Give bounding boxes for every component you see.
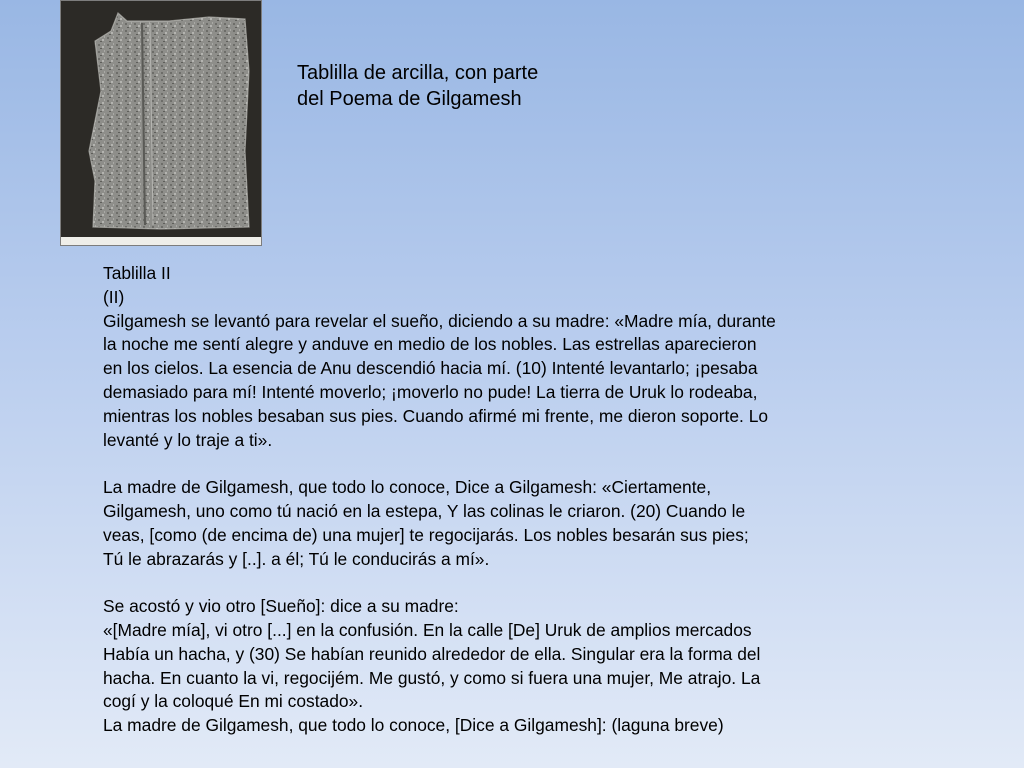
text-line: «[Madre mía], vi otro [...] en la confusión. En la calle [De] Uruk de amplios mercados <box>103 619 752 640</box>
text-line: en los cielos. La esencia de Anu descendió hacia mí. (10) Intenté levantarlo; ¡pesaba <box>103 358 758 379</box>
text-line: la noche me sentí alegre y anduve en medio de los nobles. Las estrellas aparecieron <box>103 334 757 355</box>
text-line: Tablilla II <box>103 263 171 283</box>
slide-title-line: Tablilla de arcilla, con parte <box>297 62 539 84</box>
text-line: La madre de Gilgamesh, que todo lo conoce, Dice a Gilgamesh: «Ciertamente, <box>103 477 712 498</box>
text-line: demasiado para mí! Intenté moverlo; ¡moverlo no pude! La tierra de Uruk lo rodeaba, <box>103 381 758 402</box>
text-line: cogí y la coloqué En mi costado». <box>103 691 364 712</box>
slide-title-line: del Poema de Gilgamesh <box>297 88 522 110</box>
text-line: mientras los nobles besaban sus pies. Cuando afirmé mi frente, me dieron soporte. Lo <box>103 405 769 426</box>
clay-tablet-photo-icon <box>61 1 261 245</box>
text-line: levanté y lo traje a ti». <box>103 429 273 450</box>
text-line: La madre de Gilgamesh, que todo lo conoce, [Dice a Gilgamesh]: (laguna breve) <box>103 715 724 736</box>
text-line: veas, [como (de encima de) una mujer] te regocijarás. Los nobles besarán sus pies; <box>103 524 749 545</box>
text-line: Gilgamesh se levantó para revelar el sueño, diciendo a su madre: «Madre mía, durante <box>103 310 776 331</box>
slide-title <box>297 60 677 112</box>
text-line: (II) <box>103 286 125 307</box>
text-line: Tú le abrazarás y [..]. a él; Tú le conducirás a mí». <box>103 548 490 569</box>
text-line: Se acostó y vio otro [Sueño]: dice a su madre: <box>103 596 459 617</box>
text-line: hacha. En cuanto la vi, regocijém. Me gustó, y como si fuera una mujer, Me atrajo. La <box>103 667 761 688</box>
blank-line <box>103 571 903 595</box>
text-line: Gilgamesh, uno como tú nació en la estepa, Y las colinas le criaron. (20) Cuando le <box>103 500 746 521</box>
text-line: Había un hacha, y (30) Se habían reunido alrededor de ella. Singular era la forma del <box>103 643 761 664</box>
poem-text <box>103 262 903 738</box>
blank-line <box>103 452 903 476</box>
clay-tablet-image <box>60 0 262 246</box>
